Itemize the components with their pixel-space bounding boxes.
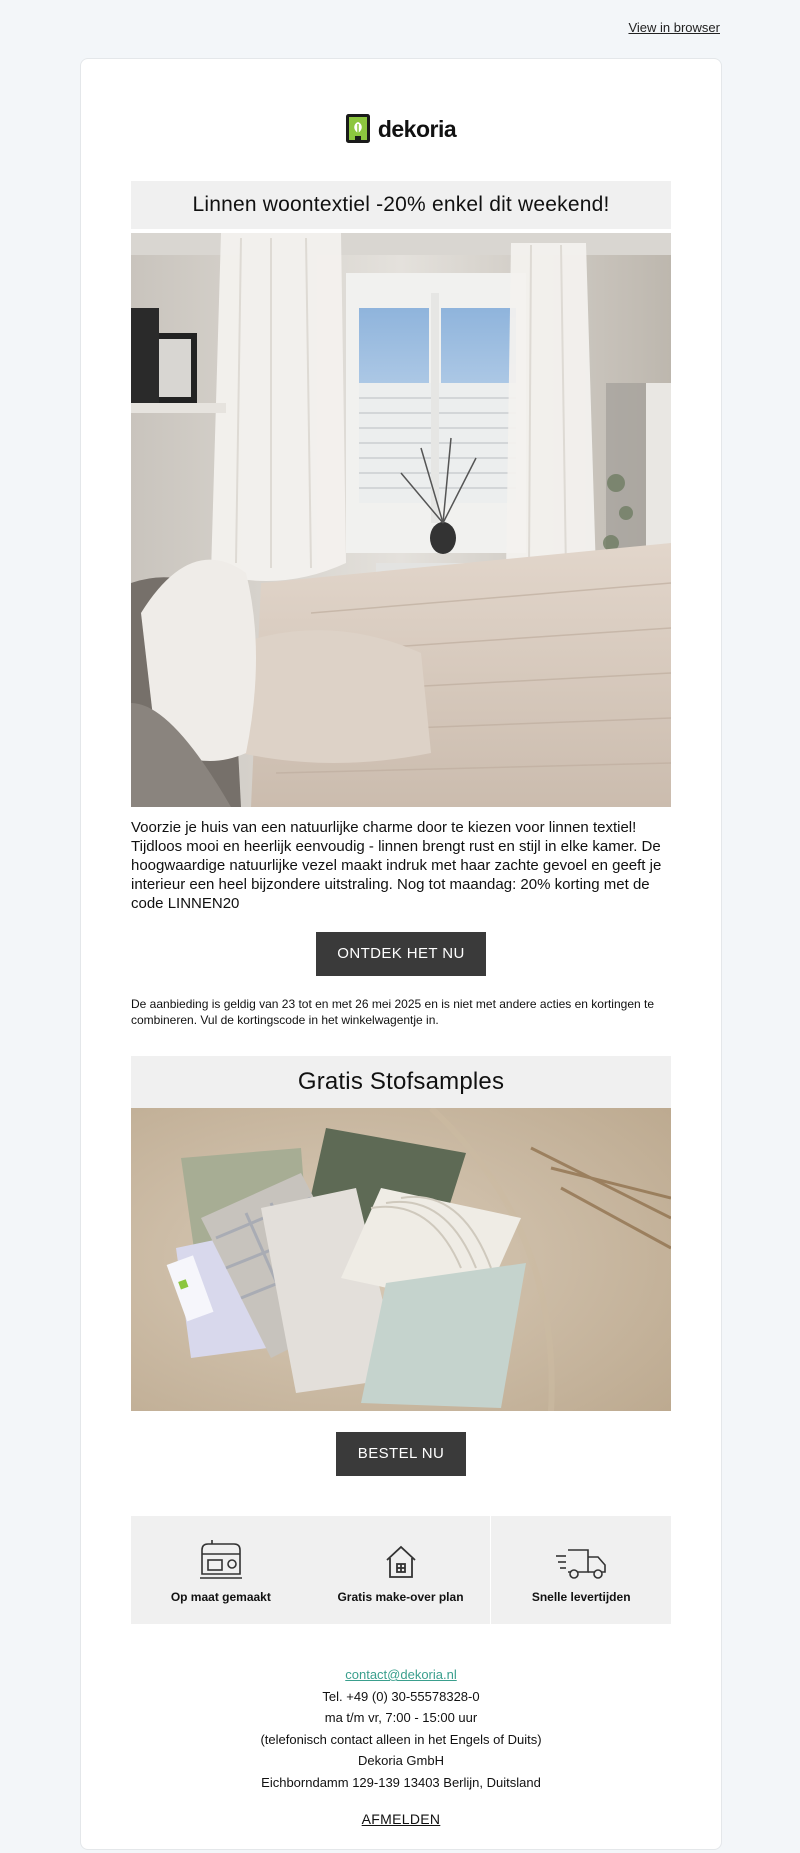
brand-logo[interactable] xyxy=(81,111,721,147)
footer-language-note: (telefonisch contact alleen in het Engels of Duits) xyxy=(260,1731,542,1747)
bedroom-linen-photo[interactable] xyxy=(131,233,671,807)
feature-makeover-plan xyxy=(311,1516,491,1624)
promo-body-text: Voorzie je huis van een natuurlijke charme door te kiezen voor linnen textiel! Tijdloos mooi en heerlijk eenvoudig - linnen brengt rust en stijl in elke kamer. De hoogwaardige natuurlijke vezel maakt indruk met haar zachte gevoel en geeft je interieur een heel bijzondere uitstraling. Nog tot maandag: 20% korting met de code LINNEN20 xyxy=(131,819,662,912)
samples-headline: Gratis Stofsamples xyxy=(131,1056,671,1108)
footer-company: Dekoria GmbH xyxy=(358,1753,444,1768)
contact-email-link[interactable]: contact@dekoria.nl xyxy=(345,1667,457,1682)
sewing-machine-icon xyxy=(198,1540,244,1580)
discover-now-button[interactable]: ONTDEK HET NU xyxy=(316,932,486,976)
footer-phone: Tel. +49 (0) 30-55578328-0 xyxy=(322,1688,480,1704)
house-icon xyxy=(384,1544,418,1580)
view-in-browser-link[interactable]: View in browser xyxy=(628,20,720,35)
feature-label: Op maat gemaakt xyxy=(170,1590,271,1604)
feature-custom-made xyxy=(131,1516,311,1624)
email-card xyxy=(80,58,722,1850)
order-now-button[interactable]: BESTEL NU xyxy=(336,1432,466,1476)
footer-hours: ma t/m vr, 7:00 - 15:00 uur xyxy=(324,1710,478,1725)
feature-fast-delivery xyxy=(491,1516,671,1624)
dekoria-logo-icon xyxy=(346,114,372,144)
promo-headline: Linnen woontextiel -20% enkel dit weekend! xyxy=(131,181,671,229)
footer xyxy=(131,1664,671,1831)
feature-label: Snelle levertijden xyxy=(531,1590,631,1604)
brand-name: dekoria xyxy=(377,115,457,142)
delivery-truck-icon xyxy=(554,1546,608,1580)
features-bar xyxy=(131,1516,671,1624)
promo-cta-wrapper xyxy=(131,932,671,976)
top-bar xyxy=(0,0,800,58)
promo-disclaimer: De aanbieding is geldig van 23 tot en met 26 mei 2025 en is niet met andere acties en kortingen te combineren. Vul de kortingscode in het winkelwagentje in. xyxy=(131,997,655,1027)
fabric-samples-photo[interactable] xyxy=(131,1108,671,1411)
footer-address: Eichborndamm 129-139 13403 Berlijn, Duitsland xyxy=(261,1774,541,1790)
samples-cta-wrapper xyxy=(131,1432,671,1476)
feature-label: Gratis make-over plan xyxy=(337,1590,464,1604)
unsubscribe-link[interactable]: AFMELDEN xyxy=(361,1811,441,1827)
